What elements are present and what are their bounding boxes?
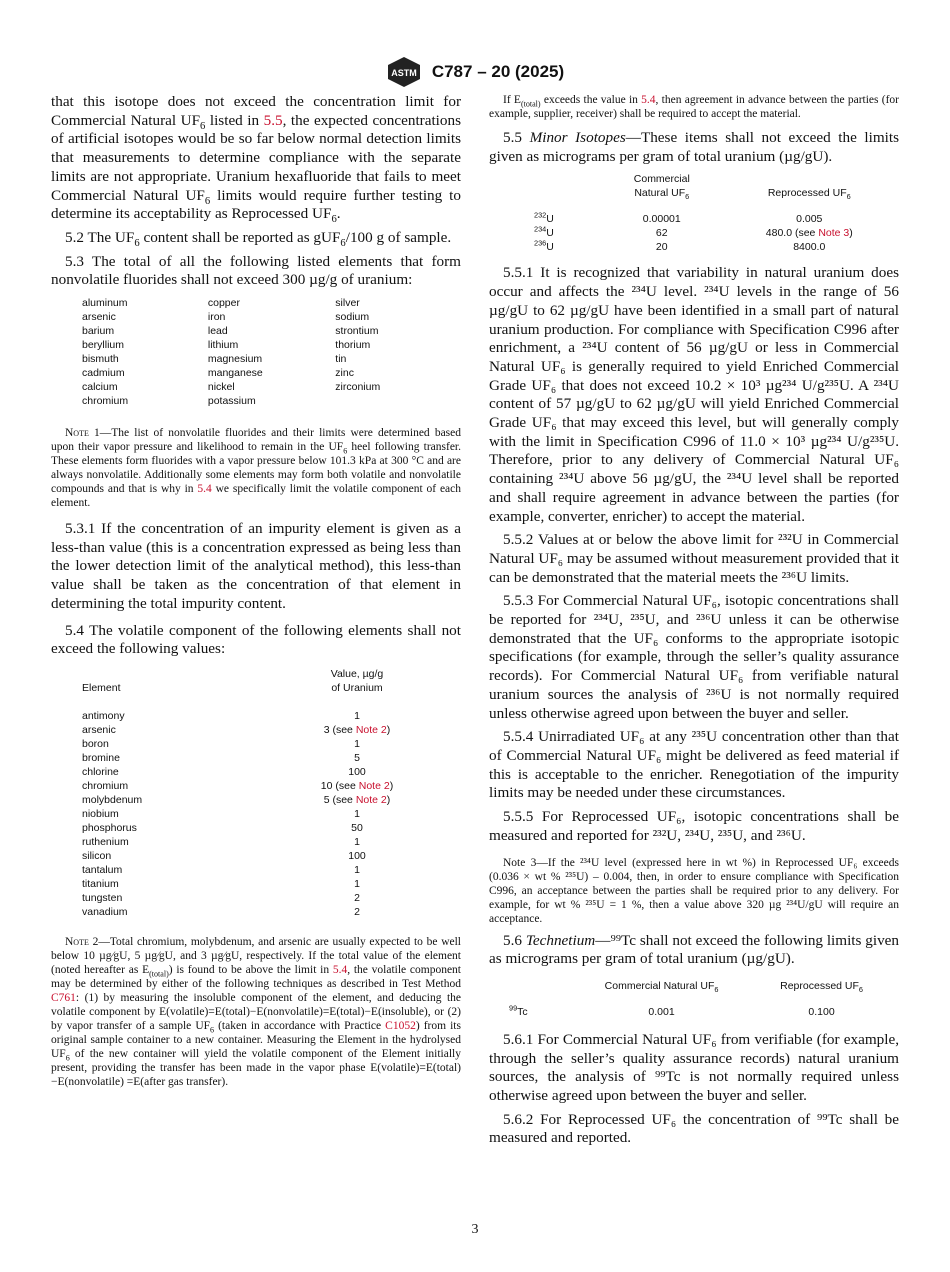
element-cell: manganese <box>207 367 263 380</box>
column-header-value: Value, µg/g of Uranium <box>330 667 384 694</box>
note-link[interactable]: Note 2 <box>355 723 387 736</box>
element-cell: zinc <box>335 367 354 380</box>
note-1: Note 1—The list of nonvolatile fluorides and their limits were determined based upon their vapor pressure and likelihood to remain in the $UF_6$ heel following transfer. These elements form fluorides with a vapor pressure below 101.3 kPa at 300 °C and are always nonvolatile. Additionally some elements may form both volatile and nonvolatile compounds and that is why in 5.4 we specifically limit the volatile component of each element. <box>51 427 462 510</box>
element-name: boron <box>82 737 109 750</box>
standard-link-c761[interactable]: C761 <box>51 991 76 1004</box>
element-name: tungsten <box>82 891 123 904</box>
isotope-label: $^{232}$U <box>534 210 554 226</box>
table-row <box>82 863 447 877</box>
section-5-3: 5.3 The total of all the following listed elements that form nonvolatile fluorides shall not exceed 300 µg/g of uranium: <box>51 252 461 289</box>
element-cell: magnesium <box>207 353 263 366</box>
element-cell: beryllium <box>82 339 125 352</box>
column-header-reprocessed: Reprocessed $UF_6$ <box>767 187 851 202</box>
technetium-table <box>509 979 889 1019</box>
element-name: niobium <box>82 807 119 820</box>
element-cell: nickel <box>207 381 235 394</box>
section-5-3-1: 5.3.1 If the concentration of an impurity element is given as a less-than value (this is a concentration expressed as being less than the lower detection limit of the analytical method), this less-than value shall be taken as the concentration of that element in determining the total impurity content. <box>51 520 461 612</box>
section-5-6-2: 5.6.2 For Reprocessed UF₆ the concentration of ⁹⁹Tc shall be measured and reported. <box>489 1110 899 1147</box>
element-limit: 1 <box>354 863 360 876</box>
section-5-5-5: 5.5.5 For Reprocessed UF₆, isotopic concentrations shall be measured and reported for ²³²U, ²³⁴U, ²³⁵U, and ²³⁶U. <box>489 808 899 844</box>
reprocessed-value: 8400.0 <box>793 241 826 254</box>
table-row <box>82 737 447 751</box>
section-link[interactable]: 5.4 <box>197 483 212 496</box>
element-cell: arsenic <box>82 311 116 324</box>
table-row <box>82 793 447 807</box>
table-row <box>82 352 461 366</box>
table-row: $^{99}$Tc 0.001 0.100 <box>509 1003 835 1018</box>
table-row <box>82 905 447 919</box>
isotope-label: $^{234}$U <box>534 224 554 240</box>
section-5-5-1: 5.5.1 It is recognized that variability in natural uranium does occur and affects the ²³⁴U level. ²³⁴U levels in the range of 56 µg/gU to 62 µg/gU have been identified in a small part of natural uranium production. For compliance with Specification C996 after enrichment, a ²³⁴U content of 56 µg/gU or less in Commercial Natural UF₆ is generally required to yield Enriched Commercial Grade UF₆ that does not exceed 10.2 × 10³ µg²³⁴ U/g²³⁵U. A ²³⁴U content of 57 µg/gU to 62 µg/gU will yield Enriched Commercial Grade UF₆ that may exceed this level, but will generally comply with the limit in Specification C996 of 11.0 × 10³ µg²³⁴ U/g²³⁵U. Therefore, prior to any delivery of Commercial Natural UF₆ containing ²³⁴U above 56 µg/gU, the ²³⁴U level shall be reported and shall require agreement in advance between the parties (for example, converter, enricher) to accept the material. <box>489 264 899 525</box>
volatile-elements-table <box>82 667 447 919</box>
table-row <box>82 877 447 891</box>
table-row <box>82 324 461 338</box>
element-cell <box>335 394 461 408</box>
paragraph-continuation: If $E_{(total)}$ exceeds the value in 5.4, then agreement in advance between the parties (for example, supplier, receiver) shall be required to accept the material. <box>489 94 899 120</box>
note-2: Note 2—Total chromium, molybdenum, and arsenic are usually expected to be well below 10 µg⁄gU, 5 µg⁄gU, and 3 µg⁄gU, respectively. If the total value of the element (noted hereafter as $E_{(total)}$) is found to be above the limit in 5.4, the volatile component may be determined by either of the following techniques as described in Test Method C761: (1) by measuring the insoluble component of the element, and deducing the volatile component by E(volatile)=E(total)−E(nonvolatile)=E(total)−E(insoluble), or (2) by vapor transfer of a sample $UF_6$ (taken in accordance with Practice C1052) from its original sample container to a new container. Measuring the Element in the hydrolysed $UF_6$ of the new container will yield the volatile component of the Element initially present, providing the transfer has been made in the vapor phase E(volatile)=E(total)−E(nonvolatile) =E(after gas transfer). <box>51 935 462 1088</box>
note-3: Note 3—If the ²³⁴U level (expressed here in wt %) in Reprocessed UF₆ exceeds (0.036 × wt % ²³⁵U) – 0.004, then, in order to ensure compliance with Specification C996, an acceptance between the parties shall be required prior to any delivery. For example, for wt % ²³⁵U = 1 %, then a value above 320 µg ²³⁴U/gU will require an acceptance. <box>489 856 899 925</box>
section-link[interactable]: 5.4 <box>332 963 348 976</box>
element-limit: 2 <box>354 905 360 918</box>
section-link[interactable]: 5.4 <box>641 94 656 106</box>
column-header-commercial-natural: Commercial Natural $UF_6$ <box>633 173 690 202</box>
table-row <box>82 891 447 905</box>
element-limit: 10 (see Note 2) <box>320 779 394 792</box>
element-limit: 50 <box>351 821 363 834</box>
element-cell: tin <box>335 353 347 366</box>
element-name: chromium <box>82 779 129 792</box>
table-row <box>82 296 461 310</box>
table-row <box>82 751 447 765</box>
element-name: bromine <box>82 751 120 764</box>
table-row <box>82 821 447 835</box>
table-row <box>82 779 447 793</box>
table-row <box>534 240 899 254</box>
right-column <box>489 93 899 1153</box>
page-number: 3 <box>471 1222 479 1237</box>
element-name: chlorine <box>82 765 119 778</box>
table-row <box>82 394 461 408</box>
note-link[interactable]: Note 2 <box>355 793 387 806</box>
element-name: tantalum <box>82 863 123 876</box>
element-cell: iron <box>207 311 226 324</box>
isotope-label: $^{236}$U <box>534 238 554 254</box>
section-5-2: 5.2 The $UF_6$ content shall be reported as gUF$_6$/100 g of sample. <box>65 228 452 249</box>
natural-value: 20 <box>655 241 668 254</box>
element-limit: 1 <box>354 877 360 890</box>
table-row <box>82 338 461 352</box>
column-header-commercial-natural: Commercial Natural $UF_6$ <box>604 979 719 994</box>
section-5-5-4: 5.5.4 Unirradiated UF₆ at any ²³⁵U concentration other than that of Commercial Natural UF₆ might be delivered as feed material if this is acceptable to the enricher. Renegotiation of the impurity limits may be needed under these circumstances. <box>489 728 899 802</box>
table-row <box>82 723 447 737</box>
element-name: antimony <box>82 709 125 722</box>
element-name: arsenic <box>82 723 116 736</box>
page-header <box>0 56 950 88</box>
table-row <box>534 212 899 226</box>
standard-designation: C787 – 20 (2025) <box>431 62 565 81</box>
paragraph-continuation: that this isotope does not exceed the concentration limit for Commercial Natural $UF_6$ listed in 5.5, the expected concentrations of artificial isotopes would be so far below normal detection limits that measurements to determine compliance with the separate limits are not appropriate. Uranium hexafluoride that fails to meet Commercial Natural $UF_6$ limits would require further testing to determine its acceptability as Reprocessed $UF_6$. <box>51 93 461 226</box>
column-header-element: Element <box>82 681 121 694</box>
column-header-reprocessed: Reprocessed $UF_6$ <box>780 979 863 994</box>
note-link[interactable]: Note 3 <box>818 227 850 240</box>
element-name: silicon <box>82 849 112 862</box>
element-cell: barium <box>82 325 115 338</box>
section-5-5-3: 5.5.3 For Commercial Natural UF₆, isotopic concentrations shall be reported for ²³⁴U, ²³⁵U, and ²³⁶U unless it can be otherwise demonstrated that the UF₆ conforms to the appropriate isotopic specifications (for example, through the seller’s quality assurance records). For Commercial Natural UF₆ from verifiable natural uranium sources the analysis of ²³⁶U is not normally required unless otherwise agreed upon between the buyer and seller. <box>489 592 899 722</box>
element-name: phosphorus <box>82 821 137 834</box>
table-row <box>82 849 447 863</box>
table-row <box>82 380 461 394</box>
element-name: ruthenium <box>82 835 129 848</box>
element-cell: lead <box>207 325 228 338</box>
element-limit: 5 <box>354 751 360 764</box>
element-cell: cadmium <box>82 367 125 380</box>
element-cell: sodium <box>335 311 370 324</box>
table-row <box>82 310 461 324</box>
element-limit: 100 <box>348 849 366 862</box>
element-cell: strontium <box>335 325 379 338</box>
element-name: molybdenum <box>82 793 143 806</box>
element-limit: 3 (see Note 2) <box>323 723 391 736</box>
svg-text:ASTM: ASTM <box>391 68 417 78</box>
element-name: titanium <box>82 877 119 890</box>
element-cell: zirconium <box>335 381 381 394</box>
natural-value: 0.00001 <box>642 213 681 226</box>
element-cell: calcium <box>82 381 118 394</box>
element-cell: lithium <box>207 339 239 352</box>
element-limit: 1 <box>354 737 360 750</box>
element-limit: 2 <box>354 891 360 904</box>
section-link[interactable]: 5.5 <box>263 111 283 129</box>
left-column <box>51 93 461 1095</box>
nonvolatile-elements-table <box>82 296 461 408</box>
element-cell: copper <box>207 297 240 310</box>
minor-isotopes-table <box>534 172 899 254</box>
element-limit: 1 <box>354 709 360 722</box>
table-row <box>82 765 447 779</box>
element-limit: 100 <box>348 765 366 778</box>
table-row <box>82 709 447 723</box>
element-cell: potassium <box>207 395 256 408</box>
element-name: vanadium <box>82 905 128 918</box>
section-5-6-1: 5.6.1 For Commercial Natural UF₆ from verifiable (for example, through the seller’s quality assurance records) natural uranium sources, the analysis of ⁹⁹Tc is not normally required unless otherwise agreed upon between the buyer and seller. <box>489 1030 899 1105</box>
section-5-6: 5.6 Technetium—⁹⁹Tc shall not exceed the following limits given as micrograms per gram of total uranium (µg/gU). <box>489 931 899 968</box>
reprocessed-value: 0.005 <box>796 213 823 226</box>
section-5-4: 5.4 The volatile component of the following elements shall not exceed the following values: <box>51 621 461 658</box>
astm-logo-icon <box>386 56 422 88</box>
table-row <box>82 835 447 849</box>
element-cell: aluminum <box>82 297 128 310</box>
element-cell: thorium <box>335 339 371 352</box>
natural-value: 62 <box>655 227 668 240</box>
element-cell: silver <box>335 297 360 310</box>
reprocessed-value: 480.0 (see Note 3) <box>765 227 853 240</box>
element-limit: 1 <box>354 807 360 820</box>
note-link[interactable]: Note 2 <box>358 779 390 792</box>
element-cell: chromium <box>82 395 129 408</box>
table-row <box>82 366 461 380</box>
table-row <box>82 807 447 821</box>
section-5-5-2: 5.5.2 Values at or below the above limit for ²³²U in Commercial Natural UF₆ may be assumed without measurement provided that it can be demonstrated that the material meets the ²³⁶U limits. <box>489 531 899 586</box>
standard-link-c1052[interactable]: C1052 <box>385 1019 416 1032</box>
element-cell: bismuth <box>82 353 119 366</box>
section-5-5: 5.5 Minor Isotopes—These items shall not exceed the limits given as micrograms per gram of total uranium (µg/gU). <box>489 129 899 165</box>
element-limit: 5 (see Note 2) <box>323 793 391 806</box>
element-limit: 1 <box>354 835 360 848</box>
table-row <box>534 226 899 240</box>
